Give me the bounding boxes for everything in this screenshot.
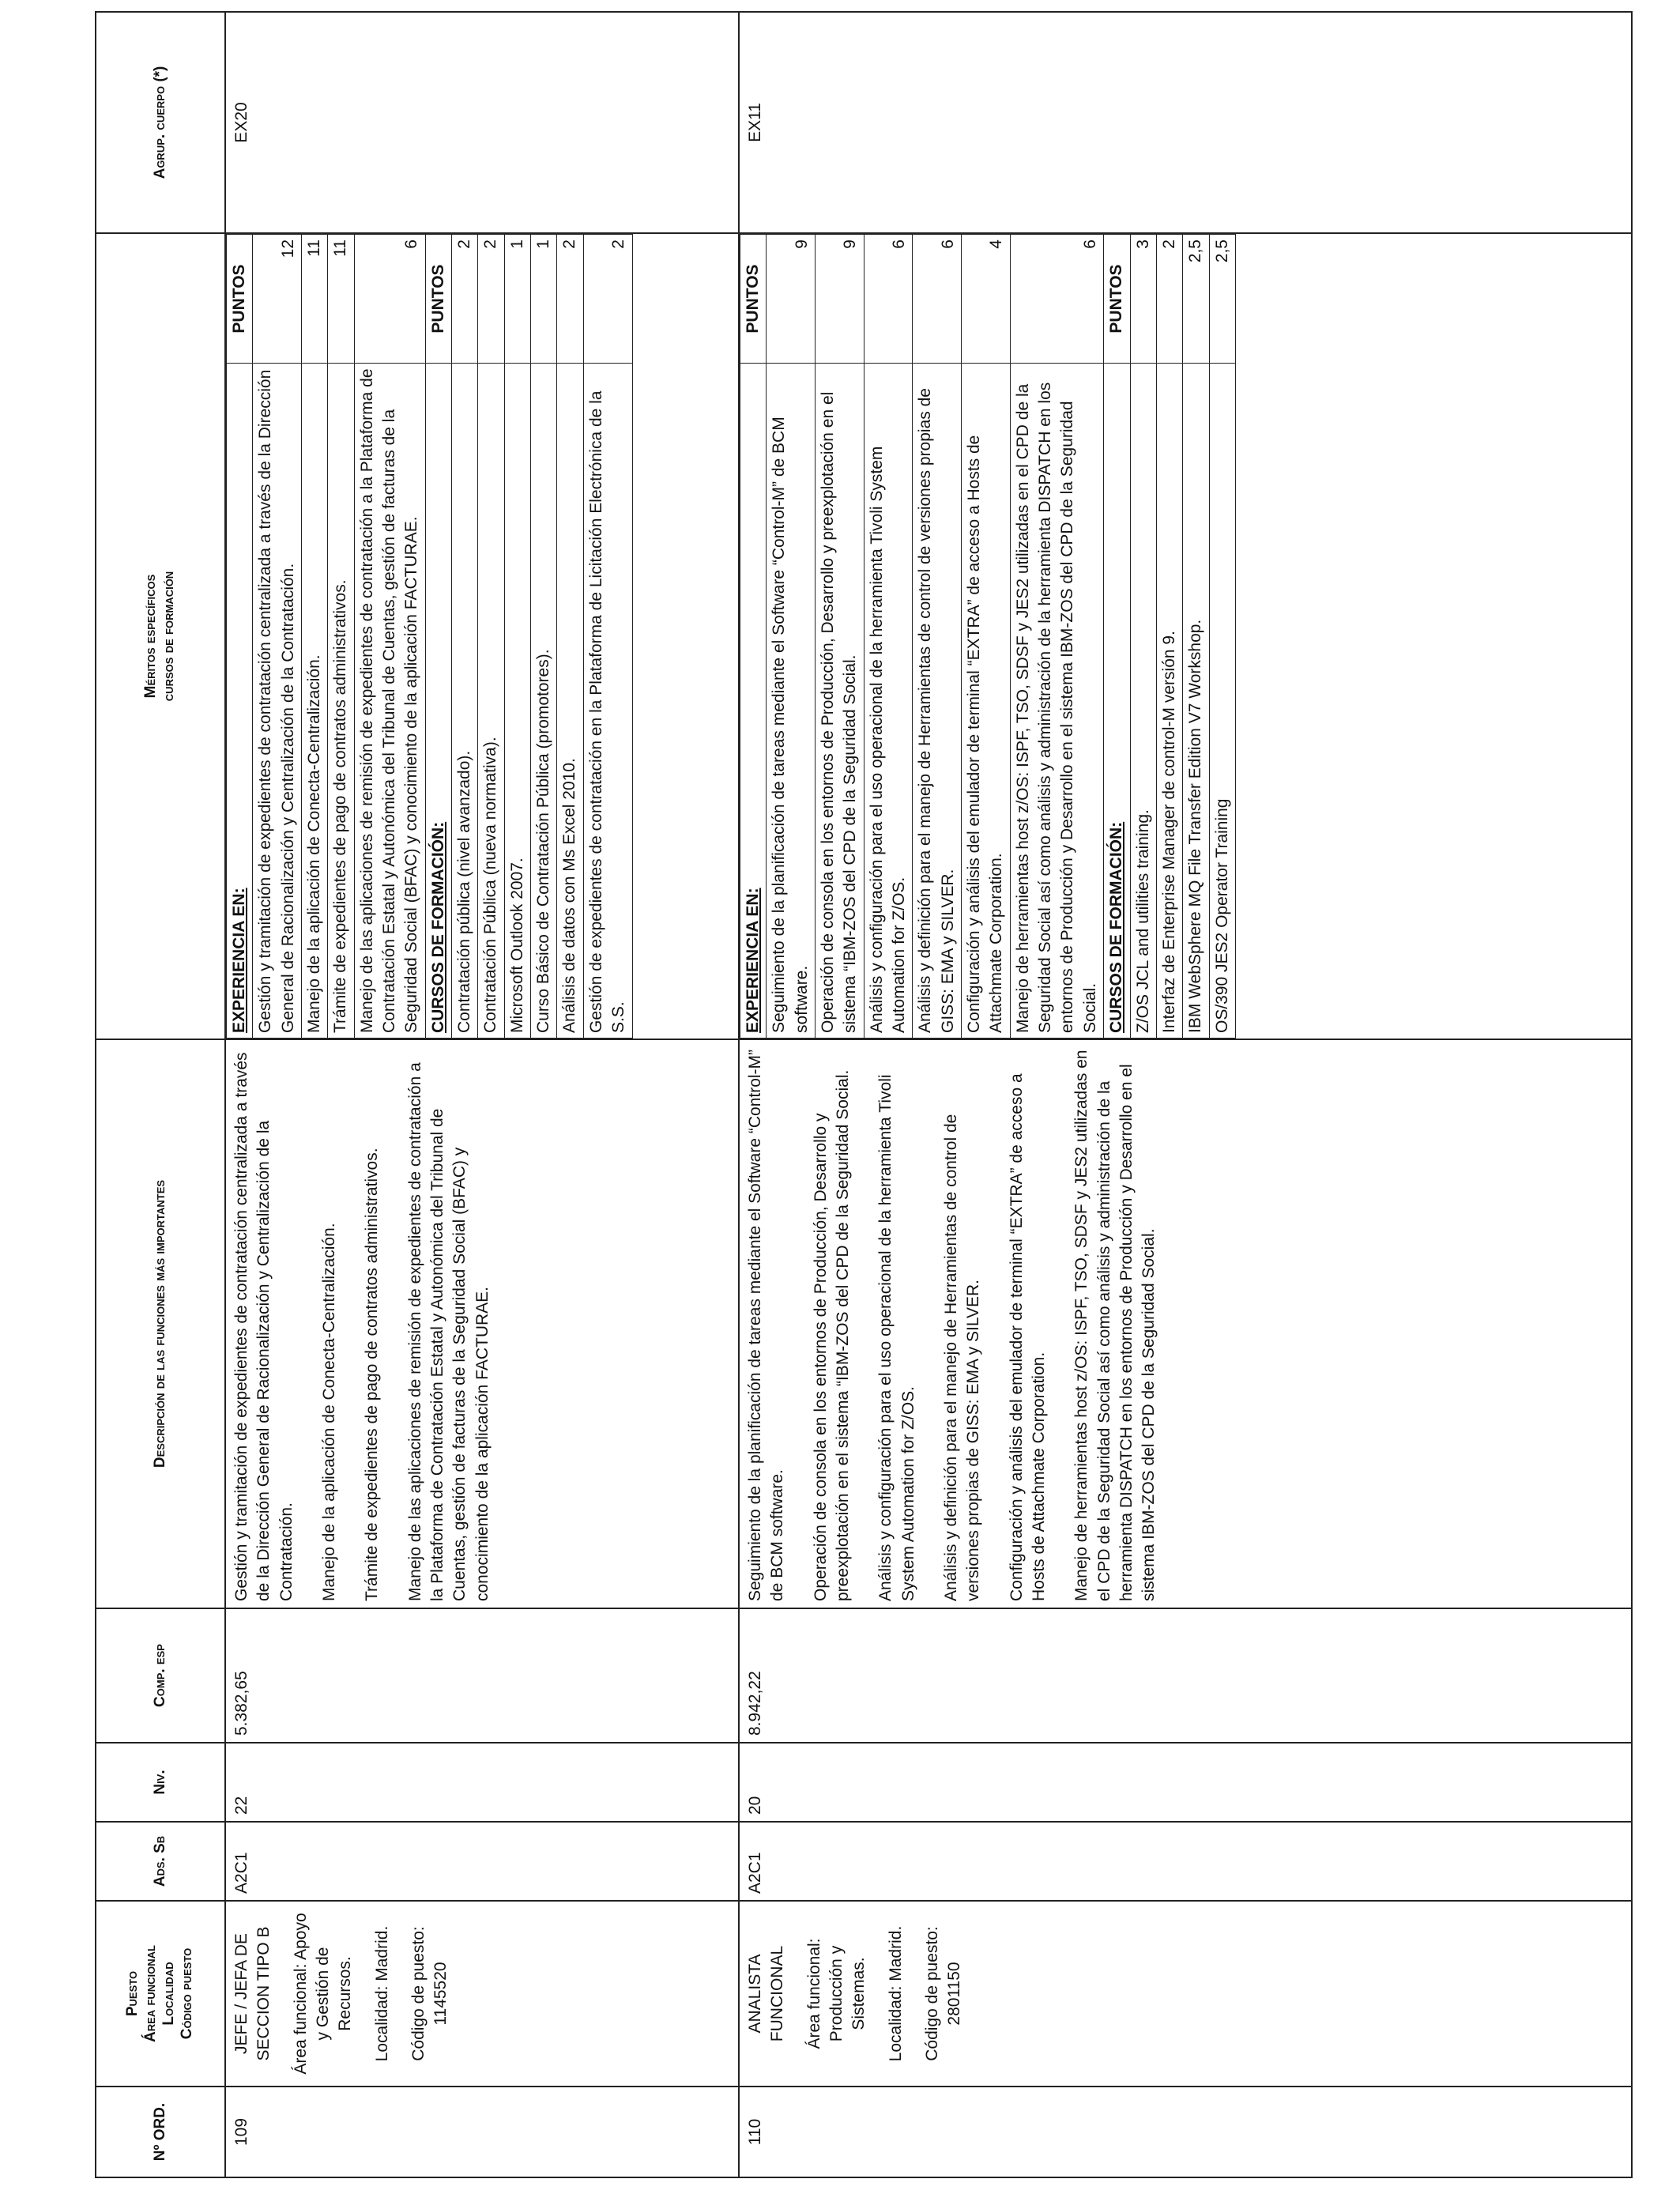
course-points: 1: [531, 235, 557, 364]
puesto-title: ANALISTA FUNCIONAL: [746, 1945, 787, 2042]
funcion-item: Manejo de la aplicación de Conecta-Centralización.: [320, 1223, 339, 1601]
merit-points: 6: [1010, 235, 1103, 364]
merit-text: Manejo de la aplicación de Conecta-Centralización.: [302, 364, 328, 1039]
header-puesto-line: Puesto: [124, 1970, 141, 2017]
header-descripcion: Descripción de las funciones más importantes: [96, 1039, 225, 1608]
puesto-title: JEFE / JEFA DE SECCION TIPO B: [232, 1926, 273, 2061]
merit-text: Análisis y configuración para el uso operacional de la herramienta Tivoli System Automation for Z/OS.: [864, 364, 913, 1039]
merit-row: [1010, 235, 1103, 1039]
course-text: Microsoft Outlook 2007.: [504, 364, 530, 1039]
merit-points: 6: [864, 235, 913, 364]
course-points: 2: [583, 235, 632, 364]
codigo-value: 2801150: [945, 1962, 964, 2026]
header-puesto-line: Localidad: [160, 1962, 177, 2026]
merit-row: [864, 235, 913, 1039]
puntos-header: PUNTOS: [425, 235, 451, 364]
cursos-header: CURSOS DE FORMACIÓN:: [425, 364, 451, 1039]
merit-points: 9: [816, 235, 864, 364]
experiencia-header: EXPERIENCIA EN:: [227, 364, 253, 1039]
merit-points: 9: [767, 235, 816, 364]
course-row: [478, 235, 504, 1039]
course-row: [504, 235, 530, 1039]
table-row: [225, 12, 739, 2177]
course-text: Interfaz de Enterprise Manager de control-M versión 9.: [1156, 364, 1182, 1039]
merit-header-row: [425, 235, 451, 1039]
course-row: [1130, 235, 1156, 1039]
merit-row: [913, 235, 962, 1039]
meritos-table: [740, 234, 1236, 1039]
merit-points: 6: [913, 235, 962, 364]
merit-text: Trámite de expedientes de pago de contratos administrativos.: [328, 364, 354, 1039]
codigo-value: 1145520: [431, 1962, 450, 2026]
course-points: 2: [478, 235, 504, 364]
merit-text: Manejo de herramientas host z/OS: ISPF, TSO, SDSF y JES2 utilizadas en el CPD de la Seguridad Social así como análisis y administración de la herramienta DISPATCH en los entornos de Producción y Desarrollo en el sistema IBM-ZOS del CPD de la Seguridad Social.: [1010, 364, 1103, 1039]
cursos-header: CURSOS DE FORMACIÓN:: [1104, 364, 1130, 1039]
merit-text: Manejo de las aplicaciones de remisión de expedientes de contratación a la Plataforma de Contratación Estatal y Autonómica del Tribunal de Cuentas, gestión de facturas de la Seguridad Social (BFAC) y conocimiento de la aplicación FACTURAE.: [354, 364, 425, 1039]
positions-table: [95, 11, 1633, 2178]
merit-text: Gestión y tramitación de expedientes de contratación centralizada a través de la Dirección General de Racionalización y Centralización de la Contratación.: [253, 364, 302, 1039]
course-points: 2: [452, 235, 478, 364]
course-row: [452, 235, 478, 1039]
ads-sb: A2C1: [225, 1822, 739, 1901]
funcion-item: Configuración y análisis del emulador de terminal “EXTRA” de acceso a Hosts de Attachmate Corporation.: [1007, 1073, 1049, 1601]
comp-esp: 8.942,22: [739, 1608, 1632, 1743]
funciones-cell: [225, 1039, 739, 1608]
comp-esp: 5.382,65: [225, 1608, 739, 1743]
merit-row: [354, 235, 425, 1039]
agrup-cuerpo: EX20: [225, 12, 739, 233]
header-n-ord: Nº ORD.: [96, 2087, 225, 2177]
codigo-puesto: [921, 1908, 966, 2079]
merit-text: Operación de consola en los entornos de Producción, Desarrollo y preexplotación en el sistema “IBM-ZOS del CPD de la Seguridad Social.: [816, 364, 864, 1039]
course-text: Z/OS JCL and utilities training.: [1130, 364, 1156, 1039]
merit-row: [253, 235, 302, 1039]
course-text: IBM WebSphere MQ File Transfer Edition V7 Workshop.: [1183, 364, 1209, 1039]
puesto-cell: [225, 1901, 739, 2087]
merit-row: [302, 235, 328, 1039]
course-row: [1209, 235, 1235, 1039]
header-meritos: [96, 233, 225, 1039]
course-text: OS/390 JES2 Operator Training: [1209, 364, 1235, 1039]
meritos-cell: [225, 233, 739, 1039]
funciones-cell: [739, 1039, 1632, 1608]
course-text: Contratación Pública (nueva normativa).: [478, 364, 504, 1039]
course-points: 2,5: [1209, 235, 1235, 364]
funcion-item: Trámite de expedientes de pago de contratos administrativos.: [363, 1148, 382, 1601]
header-meritos-line: cursos de formación: [160, 571, 177, 702]
ads-sb: A2C1: [739, 1822, 1632, 1901]
experiencia-header: EXPERIENCIA EN:: [740, 364, 767, 1039]
funcion-item: Manejo de herramientas host z/OS: ISPF, TSO, SDSF y JES2 utilizadas en el CPD de la Seguridad Social así como análisis y administración de la herramienta DISPATCH en los entornos de Producción y Desarrollo en el sistema IBM-ZOS del CPD de la Seguridad Social.: [1072, 1050, 1158, 1601]
course-row: [1183, 235, 1209, 1039]
funcion-item: Manejo de las aplicaciones de remisión de expedientes de contratación a la Plataforma de Contratación Estatal y Autonómica del Tribunal de Cuentas, gestión de facturas de la Seguridad Social (BFAC) y conocimiento de la aplicación FACTURAE.: [405, 1062, 492, 1601]
header-puesto-line: Código puesto: [178, 1947, 195, 2040]
merit-header-row: [1104, 235, 1130, 1039]
merit-header-row: [740, 235, 767, 1039]
puntos-header: PUNTOS: [740, 235, 767, 364]
localidad: Localidad: Madrid.: [886, 1925, 905, 2062]
header-row: [96, 12, 225, 2177]
header-comp-esp: Comp. esp: [96, 1608, 225, 1743]
nivel: 20: [739, 1743, 1632, 1822]
header-puesto-line: Área funcional: [142, 1945, 160, 2042]
merit-points: 6: [354, 235, 425, 364]
area-funcional: Área funcional: Apoyo y Gestión de Recursos.: [291, 1913, 355, 2075]
funcion-item: Análisis y definición para el manejo de Herramientas de control de versiones propias de GISS: EMA y SILVER.: [942, 1114, 983, 1601]
course-points: 3: [1130, 235, 1156, 364]
merit-points: 11: [302, 235, 328, 364]
localidad: Localidad: Madrid.: [372, 1925, 391, 2062]
course-text: Análisis de datos con Ms Excel 2010.: [557, 364, 583, 1039]
funcion-item: Análisis y configuración para el uso operacional de la herramienta Tivoli System Automation for Z/OS.: [876, 1074, 917, 1601]
area-funcional: Área funcional: Producción y Sistemas.: [804, 1938, 868, 2049]
merit-row: [328, 235, 354, 1039]
merit-points: 11: [328, 235, 354, 364]
merit-text: Análisis y definición para el manejo de Herramientas de control de versiones propias de GISS: EMA y SILVER.: [913, 364, 962, 1039]
course-row: [557, 235, 583, 1039]
merit-row: [962, 235, 1011, 1039]
course-points: 2,5: [1183, 235, 1209, 364]
course-text: Gestión de expedientes de contratación en la Plataforma de Licitación Electrónica de la S.S.: [583, 364, 632, 1039]
agrup-cuerpo: EX11: [739, 12, 1632, 233]
meritos-cell: [739, 233, 1632, 1039]
codigo-label: Código de puesto:: [409, 1926, 428, 2061]
merit-text: Seguimiento de la planificación de tareas mediante el Software “Control-M” de BCM software.: [767, 364, 816, 1039]
codigo-puesto: [408, 1908, 453, 2079]
codigo-label: Código de puesto:: [923, 1926, 942, 2061]
merit-header-row: [227, 235, 253, 1039]
meritos-table: [226, 234, 633, 1039]
course-row: [531, 235, 557, 1039]
merit-points: 4: [962, 235, 1011, 364]
merit-text: Configuración y análisis del emulador de terminal “EXTRA” de acceso a Hosts de Attachmate Corporation.: [962, 364, 1011, 1039]
course-row: [583, 235, 632, 1039]
funcion-item: Gestión y tramitación de expedientes de contratación centralizada a través de la Dirección General de Racionalización y Centralización de la Contratación.: [232, 1052, 296, 1601]
course-text: Contratación pública (nivel avanzado).: [452, 364, 478, 1039]
merit-row: [816, 235, 864, 1039]
course-points: 1: [504, 235, 530, 364]
course-points: 2: [557, 235, 583, 364]
nivel: 22: [225, 1743, 739, 1822]
header-meritos-line: Méritos específicos: [142, 574, 160, 699]
course-text: Curso Básico de Contratación Pública (promotores).: [531, 364, 557, 1039]
course-points: 2: [1156, 235, 1182, 364]
funcion-item: Seguimiento de la planificación de tareas mediante el Software “Control-M” de BCM software.: [746, 1049, 787, 1601]
funcion-item: Operación de consola en los entornos de Producción, Desarrollo y preexplotación en el sistema “IBM-ZOS del CPD de la Seguridad Social.: [811, 1069, 853, 1601]
course-row: [1156, 235, 1182, 1039]
header-ads-sb: Ads. Sb: [96, 1822, 225, 1901]
puesto-cell: [739, 1901, 1632, 2087]
header-niv: Niv.: [96, 1743, 225, 1822]
row-number: 110: [739, 2087, 1632, 2177]
header-agrup: Agrup. cuerpo (*): [96, 12, 225, 233]
merit-points: 12: [253, 235, 302, 364]
table-row: [739, 12, 1632, 2177]
row-number: 109: [225, 2087, 739, 2177]
header-puesto: [96, 1901, 225, 2087]
merit-row: [767, 235, 816, 1039]
puntos-header: PUNTOS: [1104, 235, 1130, 364]
puntos-header: PUNTOS: [227, 235, 253, 364]
